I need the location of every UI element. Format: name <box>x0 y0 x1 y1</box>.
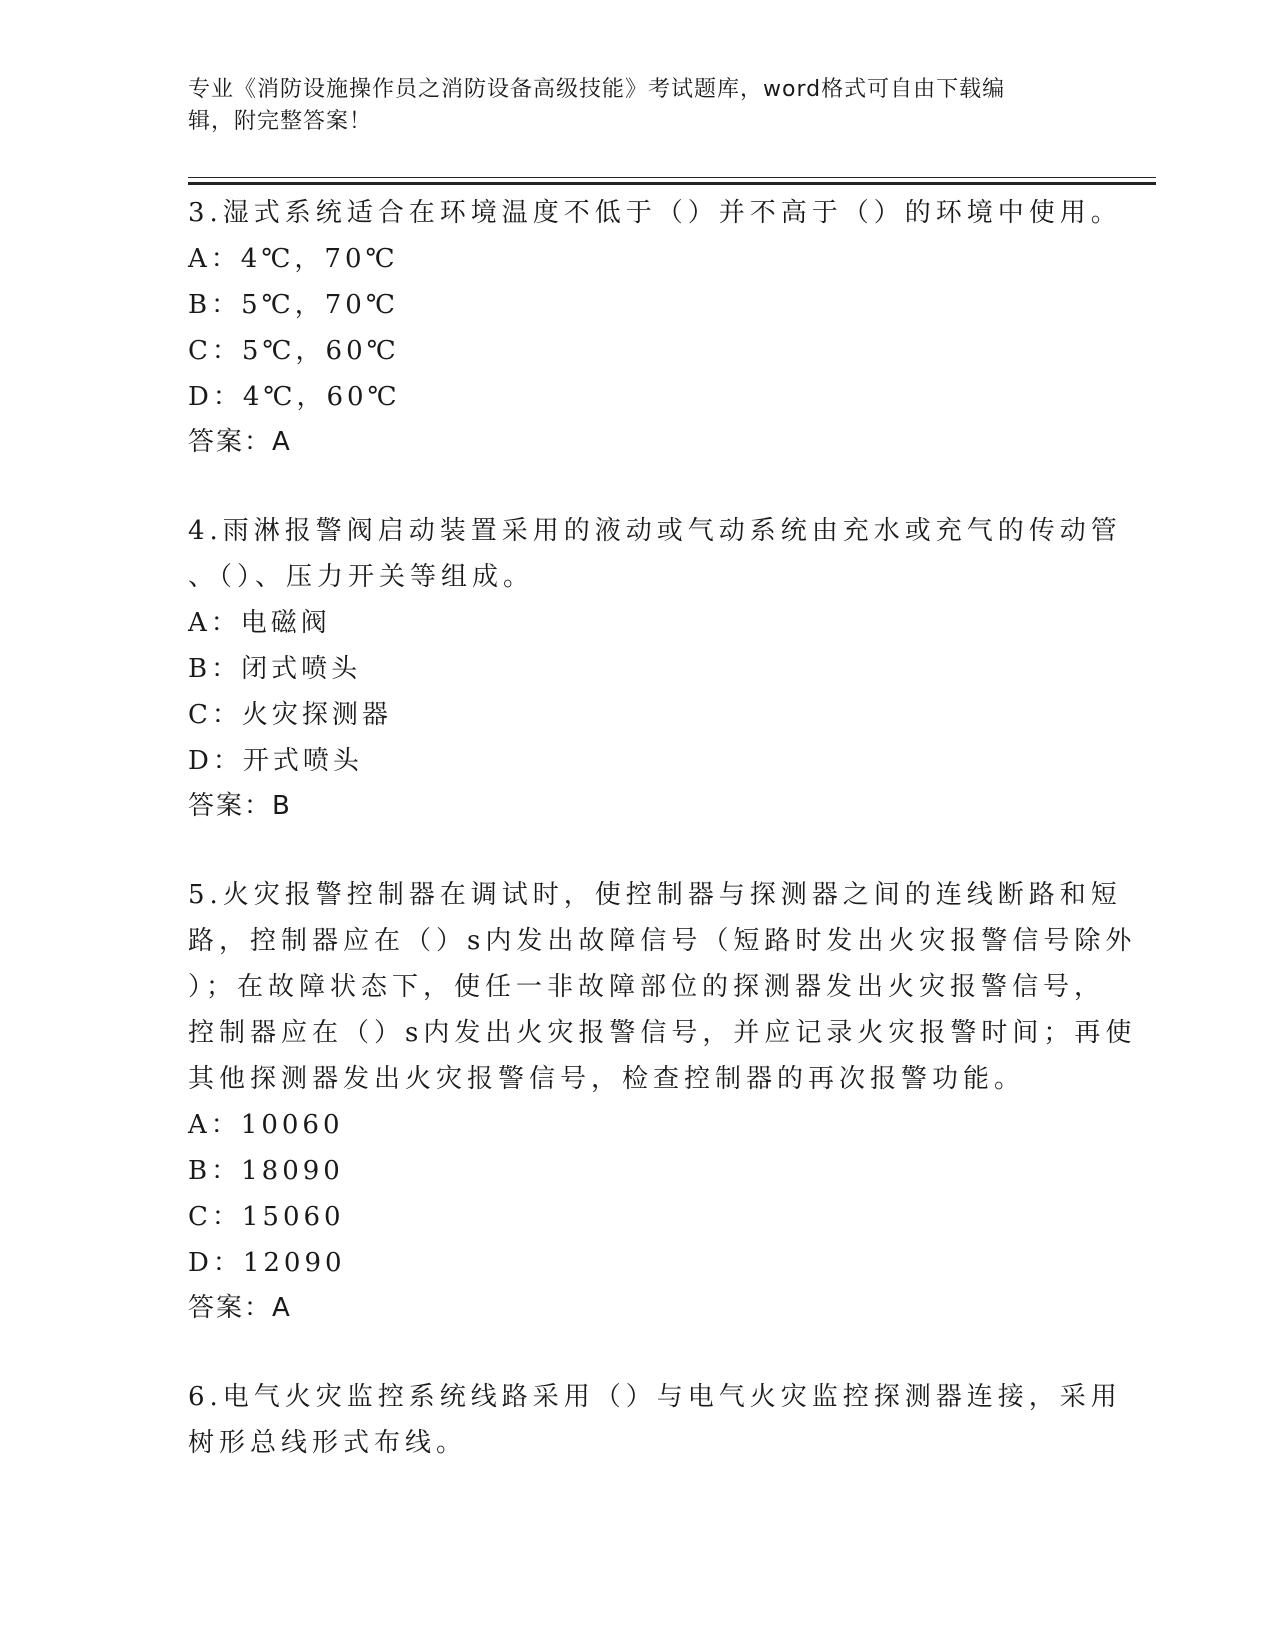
option-b: B：闭式喷头 <box>188 654 362 684</box>
answer-line: 答案：A <box>188 1293 292 1323</box>
question-5 <box>188 872 1137 1330</box>
stem-line: 其他探测器发出火灾报警信号，检查控制器的再次报警功能。 <box>188 1064 1026 1094</box>
question-stem <box>188 508 1122 600</box>
question-4 <box>188 508 1122 828</box>
option-c: C：火灾探测器 <box>188 700 392 730</box>
stem-line: 5.火灾报警控制器在调试时，使控制器与探测器之间的连线断路和短 <box>188 880 1122 910</box>
answer-line: 答案：B <box>188 791 292 821</box>
stem-line: 3.湿式系统适合在环境温度不低于（）并不高于（）的环境中使用。 <box>188 198 1122 228</box>
stem-line: 路，控制器应在（）s内发出故障信号（短路时发出火灾报警信号除外 <box>188 926 1137 956</box>
option-b: B：5℃，70℃ <box>188 290 399 320</box>
option-a: A：4℃，70℃ <box>188 244 399 274</box>
question-stem <box>188 872 1137 1102</box>
option-c: C：15060 <box>188 1202 345 1232</box>
option-d: D：开式喷头 <box>188 746 363 776</box>
question-stem <box>188 1374 1122 1466</box>
question-3 <box>188 190 1122 464</box>
stem-line: 6.电气火灾监控系统线路采用（）与电气火灾监控探测器连接，采用 <box>188 1382 1122 1412</box>
spacer <box>188 464 1093 508</box>
option-b: B：18090 <box>188 1156 344 1186</box>
option-a: A：10060 <box>188 1110 344 1140</box>
option-c: C：5℃，60℃ <box>188 336 400 366</box>
spacer <box>188 828 1093 872</box>
question-6 <box>188 1374 1122 1466</box>
header-divider-thin <box>188 177 1156 178</box>
stem-line: 4.雨淋报警阀启动装置采用的液动或气动系统由充水或充气的传动管 <box>188 516 1122 546</box>
stem-line: 树形总线形式布线。 <box>188 1428 468 1458</box>
answer-line: 答案：A <box>188 427 292 457</box>
stem-line: 、（）、压力开关等组成。 <box>188 562 535 592</box>
option-d: D：12090 <box>188 1248 346 1278</box>
option-d: D：4℃，60℃ <box>188 382 401 412</box>
document-header <box>188 74 1088 138</box>
spacer <box>188 1330 1093 1374</box>
option-a: A：电磁阀 <box>188 608 331 638</box>
header-divider-thick <box>188 182 1156 185</box>
header-line-1: 专业《消防设施操作员之消防设备高级技能》考试题库，word格式可自由下载编 <box>188 77 1006 102</box>
question-list <box>188 190 1137 1466</box>
stem-line: ）；在故障状态下，使任一非故障部位的探测器发出火灾报警信号， <box>188 972 1106 1002</box>
header-line-2: 辑，附完整答案！ <box>188 109 373 134</box>
stem-line: 控制器应在（）s内发出火灾报警信号，并应记录火灾报警时间；再使 <box>188 1018 1137 1048</box>
question-stem <box>188 190 1122 236</box>
